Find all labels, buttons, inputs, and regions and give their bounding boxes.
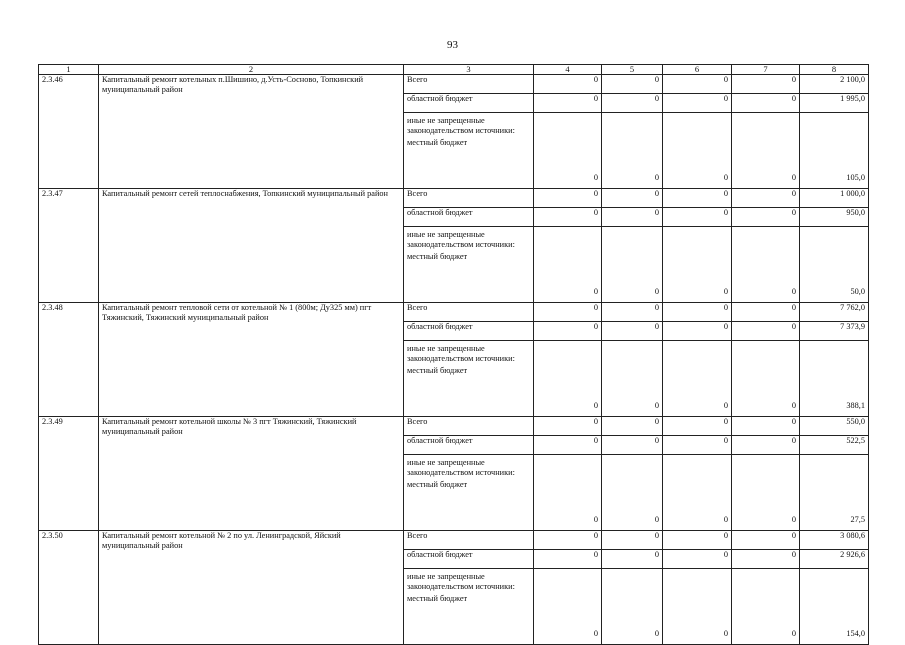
value-cell: 0 <box>663 208 732 227</box>
source-label-other <box>404 455 534 531</box>
column-header: 5 <box>602 65 663 75</box>
value-cell: 0 <box>663 417 732 436</box>
value-cell: 0 <box>663 569 732 645</box>
value-cell: 0 <box>534 227 602 303</box>
table-row-total <box>39 303 869 322</box>
source-label-regional: областной бюджет <box>404 550 534 569</box>
value-cell: 0 <box>732 75 800 94</box>
value-cell: 1 995,0 <box>800 94 869 113</box>
value-cell: 0 <box>534 569 602 645</box>
value-cell: 0 <box>732 436 800 455</box>
value-cell: 0 <box>732 569 800 645</box>
value-cell: 0 <box>663 113 732 189</box>
value-cell: 0 <box>732 94 800 113</box>
value-cell: 522,5 <box>800 436 869 455</box>
source-label-regional: областной бюджет <box>404 322 534 341</box>
value-cell: 0 <box>534 322 602 341</box>
item-name: Капитальный ремонт тепловой сети от котельной № 1 (800м; Ду325 мм) пгт Тяжинский, Тяжинский муниципальный район <box>99 303 404 417</box>
value-cell: 0 <box>663 322 732 341</box>
value-cell: 0 <box>732 189 800 208</box>
item-name: Капитальный ремонт котельных п.Шишино, д.Усть-Сосново, Топкинский муниципальный район <box>99 75 404 189</box>
item-code: 2.3.47 <box>39 189 99 303</box>
source-label-regional: областной бюджет <box>404 208 534 227</box>
value-cell: 7 762,0 <box>800 303 869 322</box>
other-sources-label: иные не запрещенные законодательством источники: <box>407 344 515 363</box>
value-cell: 0 <box>663 455 732 531</box>
value-cell: 0 <box>534 436 602 455</box>
value-cell: 0 <box>663 550 732 569</box>
item-name: Капитальный ремонт котельной № 2 по ул. Ленинградской, Яйский муниципальный район <box>99 531 404 645</box>
value-cell: 27,5 <box>800 455 869 531</box>
local-budget-label: местный бюджет <box>407 138 468 147</box>
value-cell: 0 <box>663 303 732 322</box>
value-cell: 3 080,6 <box>800 531 869 550</box>
table-row-total <box>39 417 869 436</box>
item-name: Капитальный ремонт котельной школы № 3 пгт Тяжинский, Тяжинский муниципальный район <box>99 417 404 531</box>
value-cell: 0 <box>602 436 663 455</box>
value-cell: 0 <box>534 455 602 531</box>
local-budget-label: местный бюджет <box>407 480 468 489</box>
value-cell: 0 <box>602 417 663 436</box>
item-code: 2.3.46 <box>39 75 99 189</box>
value-cell: 0 <box>602 455 663 531</box>
local-budget-label: местный бюджет <box>407 594 468 603</box>
source-label-regional: областной бюджет <box>404 94 534 113</box>
value-cell: 950,0 <box>800 208 869 227</box>
value-cell: 0 <box>732 550 800 569</box>
other-sources-label: иные не запрещенные законодательством источники: <box>407 116 515 135</box>
source-label-total: Всего <box>404 303 534 322</box>
value-cell: 0 <box>602 322 663 341</box>
column-header: 6 <box>663 65 732 75</box>
value-cell: 0 <box>732 417 800 436</box>
value-cell: 0 <box>663 531 732 550</box>
source-label-other <box>404 113 534 189</box>
value-cell: 0 <box>534 550 602 569</box>
other-sources-label: иные не запрещенные законодательством источники: <box>407 458 515 477</box>
value-cell: 0 <box>663 94 732 113</box>
value-cell: 0 <box>602 113 663 189</box>
value-cell: 105,0 <box>800 113 869 189</box>
table-row-total <box>39 75 869 94</box>
value-cell: 0 <box>663 436 732 455</box>
value-cell: 50,0 <box>800 227 869 303</box>
column-header: 3 <box>404 65 534 75</box>
value-cell: 0 <box>602 550 663 569</box>
item-code: 2.3.48 <box>39 303 99 417</box>
value-cell: 0 <box>663 189 732 208</box>
value-cell: 0 <box>534 113 602 189</box>
value-cell: 0 <box>602 227 663 303</box>
column-header: 1 <box>39 65 99 75</box>
source-label-total: Всего <box>404 417 534 436</box>
source-label-total: Всего <box>404 75 534 94</box>
value-cell: 0 <box>732 227 800 303</box>
value-cell: 0 <box>602 189 663 208</box>
value-cell: 0 <box>602 303 663 322</box>
column-header: 2 <box>99 65 404 75</box>
value-cell: 0 <box>602 94 663 113</box>
other-sources-label: иные не запрещенные законодательством источники: <box>407 230 515 249</box>
value-cell: 0 <box>602 531 663 550</box>
value-cell: 0 <box>534 208 602 227</box>
value-cell: 0 <box>732 113 800 189</box>
value-cell: 0 <box>732 341 800 417</box>
value-cell: 2 100,0 <box>800 75 869 94</box>
column-header: 4 <box>534 65 602 75</box>
value-cell: 0 <box>534 531 602 550</box>
value-cell: 0 <box>602 208 663 227</box>
value-cell: 0 <box>732 531 800 550</box>
value-cell: 0 <box>534 303 602 322</box>
value-cell: 7 373,9 <box>800 322 869 341</box>
value-cell: 550,0 <box>800 417 869 436</box>
value-cell: 1 000,0 <box>800 189 869 208</box>
value-cell: 0 <box>602 341 663 417</box>
value-cell: 0 <box>732 208 800 227</box>
value-cell: 154,0 <box>800 569 869 645</box>
other-sources-label: иные не запрещенные законодательством источники: <box>407 572 515 591</box>
source-label-total: Всего <box>404 189 534 208</box>
source-label-other <box>404 227 534 303</box>
value-cell: 0 <box>732 303 800 322</box>
table-row-total <box>39 531 869 550</box>
value-cell: 0 <box>534 189 602 208</box>
page-number: 93 <box>447 39 458 51</box>
value-cell: 0 <box>663 227 732 303</box>
source-label-regional: областной бюджет <box>404 436 534 455</box>
value-cell: 0 <box>663 75 732 94</box>
value-cell: 0 <box>534 417 602 436</box>
source-label-total: Всего <box>404 531 534 550</box>
value-cell: 0 <box>534 94 602 113</box>
value-cell: 0 <box>732 322 800 341</box>
value-cell: 388,1 <box>800 341 869 417</box>
item-code: 2.3.50 <box>39 531 99 645</box>
source-label-other <box>404 569 534 645</box>
value-cell: 0 <box>602 569 663 645</box>
value-cell: 0 <box>602 75 663 94</box>
column-header-row <box>39 65 869 75</box>
item-code: 2.3.49 <box>39 417 99 531</box>
value-cell: 0 <box>663 341 732 417</box>
item-name: Капитальный ремонт сетей теплоснабжения, Топкинский муниципальный район <box>99 189 404 303</box>
local-budget-label: местный бюджет <box>407 366 468 375</box>
column-header: 7 <box>732 65 800 75</box>
table-row-total <box>39 189 869 208</box>
source-label-other <box>404 341 534 417</box>
column-header: 8 <box>800 65 869 75</box>
value-cell: 0 <box>732 455 800 531</box>
value-cell: 0 <box>534 341 602 417</box>
value-cell: 0 <box>534 75 602 94</box>
budget-table <box>38 64 869 645</box>
value-cell: 2 926,6 <box>800 550 869 569</box>
local-budget-label: местный бюджет <box>407 252 468 261</box>
